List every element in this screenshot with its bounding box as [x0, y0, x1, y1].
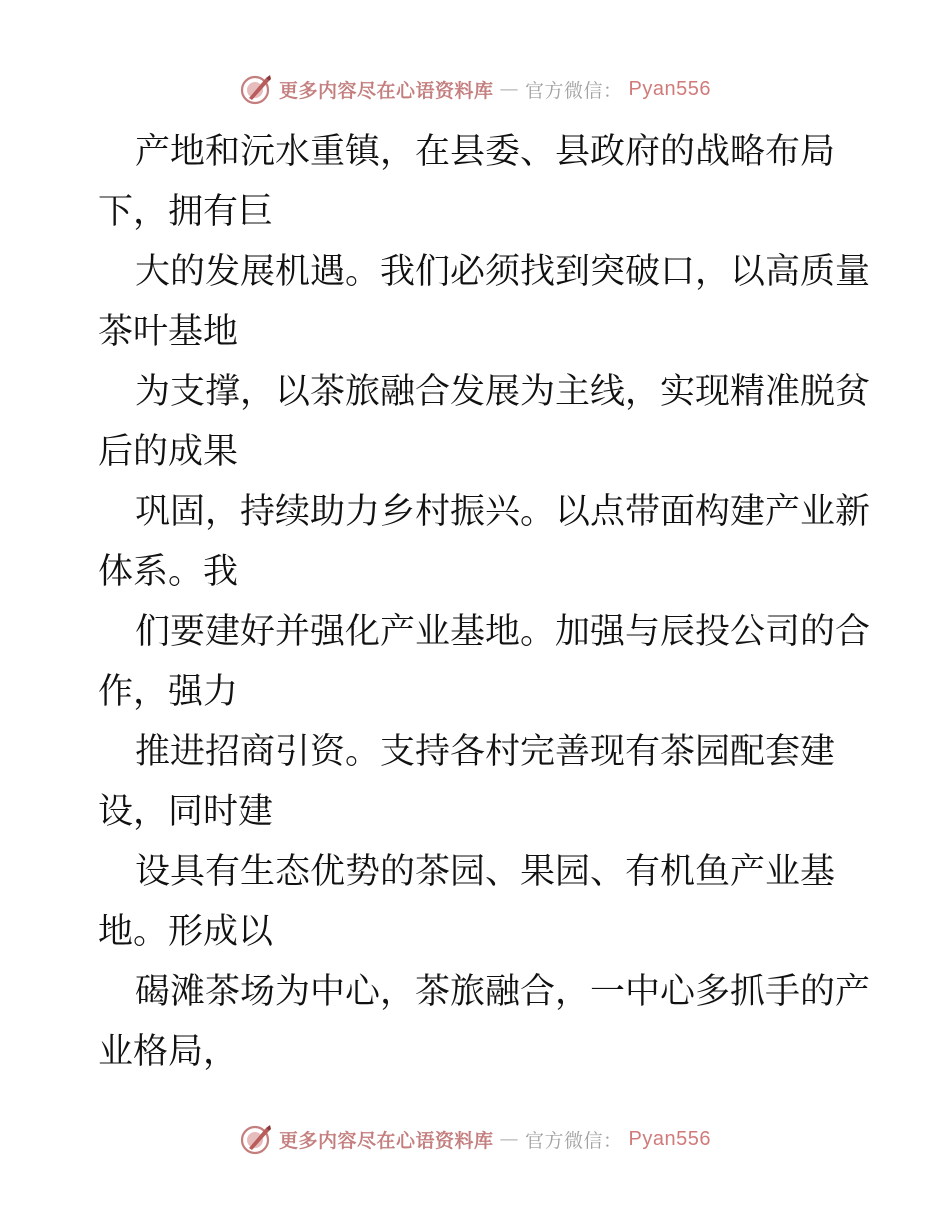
- watermark-wechat-id: Pyan556: [628, 1127, 711, 1150]
- watermark-wechat-label: 官方微信：: [525, 79, 623, 102]
- watermark-separator: —: [499, 78, 520, 100]
- footer-watermark: [0, 1122, 950, 1156]
- body-text: [98, 122, 871, 1082]
- body-line: 碣滩茶场为中心，茶旅融合，一中心多抓手的产: [135, 972, 871, 1012]
- body-line: 产地和沅水重镇，在县委、县政府的战略布局: [135, 132, 836, 172]
- watermark-wechat-id: Pyan556: [628, 77, 711, 100]
- body-line: 地。形成以: [98, 912, 274, 952]
- body-line: 体系。我: [98, 552, 239, 592]
- body-line: 下，拥有巨: [98, 192, 274, 232]
- pen-nib-circle-icon: [239, 72, 273, 106]
- watermark-site-text: 更多内容尽在心语资料库: [279, 1129, 494, 1152]
- body-line: 为支撑，以茶旅融合发展为主线，实现精准脱贫: [135, 372, 871, 412]
- body-line: 后的成果: [98, 432, 239, 472]
- body-line: 们要建好并强化产业基地。加强与辰投公司的合: [135, 612, 871, 652]
- body-line: 推进招商引资。支持各村完善现有茶园配套建: [135, 732, 836, 772]
- watermark-wechat-label: 官方微信：: [525, 1129, 623, 1152]
- body-line: 业格局，: [98, 1032, 239, 1072]
- body-line: 大的发展机遇。我们必须找到突破口，以高质量: [135, 252, 871, 292]
- body-line: 设，同时建: [98, 792, 274, 832]
- body-line: 作，强力: [98, 672, 239, 712]
- watermark-site-text: 更多内容尽在心语资料库: [279, 79, 494, 102]
- body-line: 茶叶基地: [98, 312, 239, 352]
- pen-nib-circle-icon: [239, 1122, 273, 1156]
- watermark-separator: —: [499, 1128, 520, 1150]
- body-line: 巩固，持续助力乡村振兴。以点带面构建产业新: [135, 492, 871, 532]
- header-watermark: [0, 72, 950, 106]
- body-line: 设具有生态优势的茶园、果园、有机鱼产业基: [135, 852, 836, 892]
